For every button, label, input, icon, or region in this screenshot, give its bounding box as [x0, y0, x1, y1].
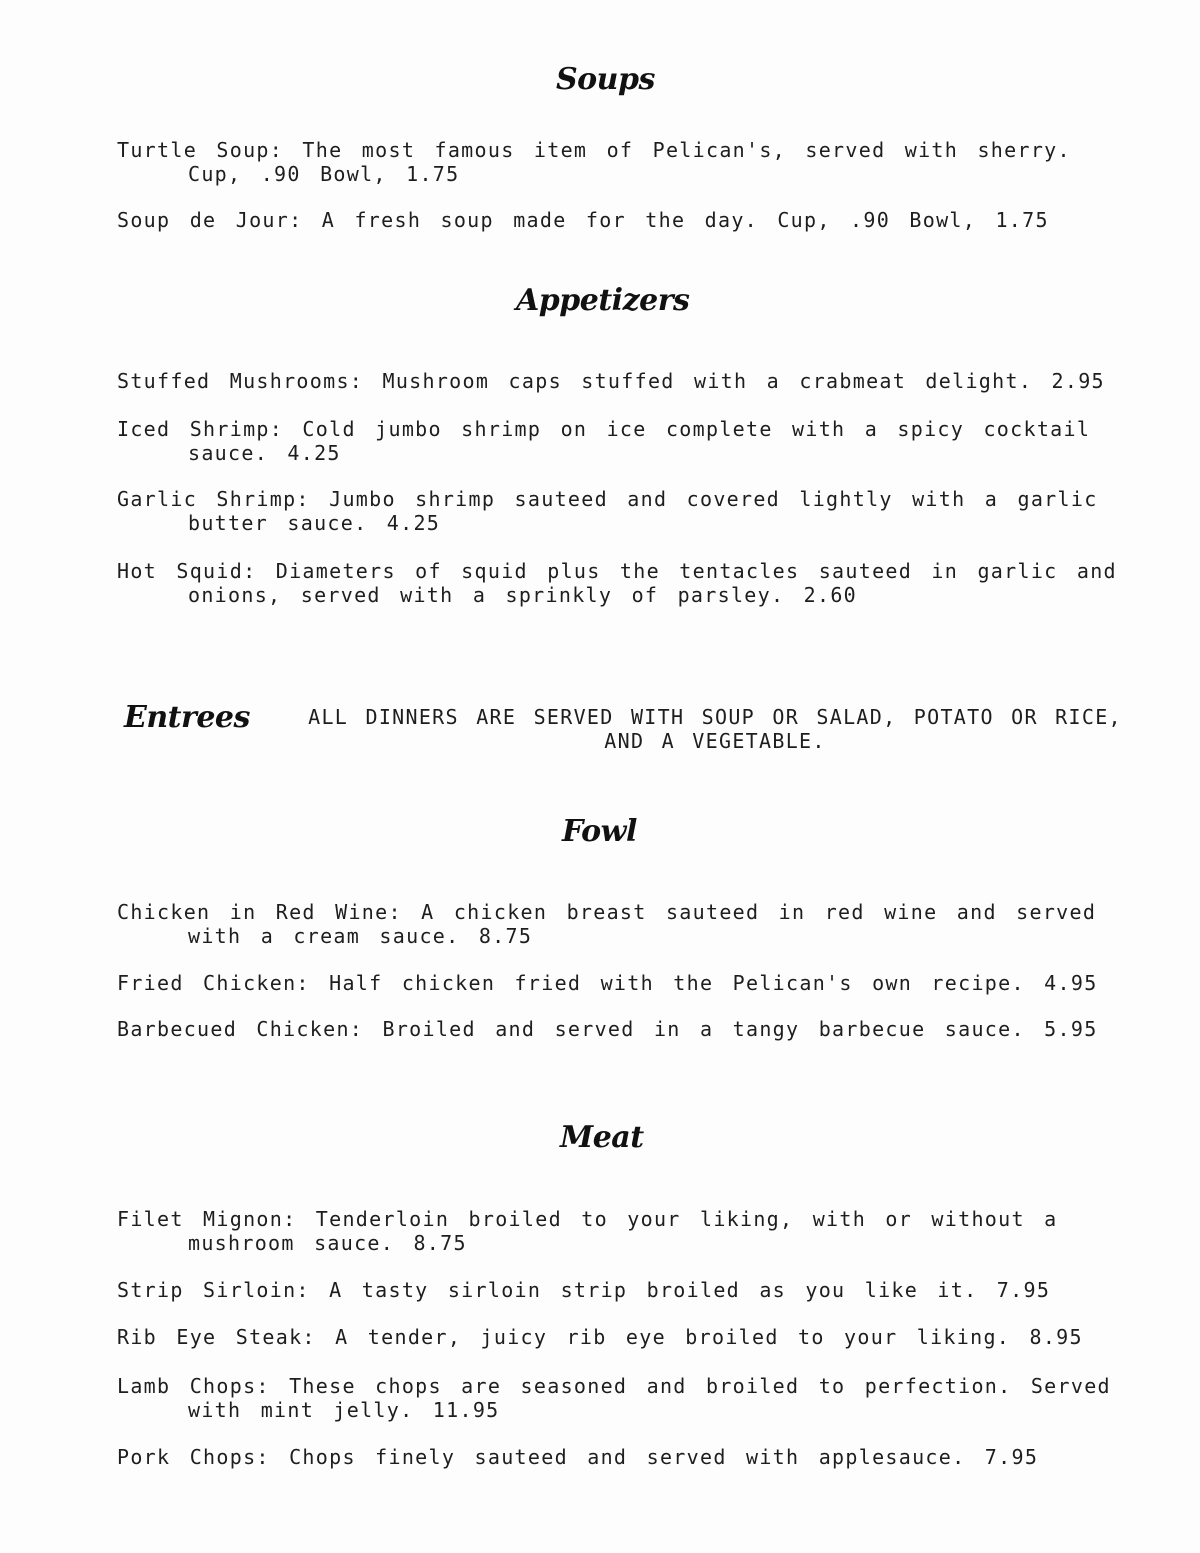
menu-item-chicken-in-red-wine	[117, 900, 1096, 948]
item-line: Barbecued Chicken: Broiled and served in a tangy barbecue sauce. 5.95	[117, 1017, 1098, 1041]
item-line: Pork Chops: Chops finely sauteed and served with applesauce. 7.95	[117, 1445, 1039, 1469]
item-line-continued: butter sauce. 4.25	[188, 511, 441, 535]
menu-item-iced-shrimp	[117, 417, 1090, 465]
entrees-note-line: AND A VEGETABLE.	[604, 729, 826, 753]
item-line: Lamb Chops: These chops are seasoned and broiled to perfection. Served	[117, 1374, 1111, 1398]
menu-item-soup-de-jour	[117, 208, 1049, 232]
item-line-continued: mushroom sauce. 8.75	[188, 1231, 467, 1255]
entrees-note-line: ALL DINNERS ARE SERVED WITH SOUP OR SALAD, POTATO OR RICE,	[308, 705, 1122, 729]
menu-item-strip-sirloin	[117, 1278, 1050, 1302]
item-line: Stuffed Mushrooms: Mushroom caps stuffed with a crabmeat delight. 2.95	[117, 369, 1105, 393]
item-line: Garlic Shrimp: Jumbo shrimp sauteed and covered lightly with a garlic	[117, 487, 1098, 511]
item-line: Strip Sirloin: A tasty sirloin strip broiled as you like it. 7.95	[117, 1278, 1051, 1302]
item-line: Soup de Jour: A fresh soup made for the day. Cup, .90 Bowl, 1.75	[117, 208, 1049, 232]
item-line-continued: Cup, .90 Bowl, 1.75	[188, 162, 460, 186]
section-heading-soups: Soups	[556, 62, 655, 97]
item-line: Iced Shrimp: Cold jumbo shrimp on ice complete with a spicy cocktail	[117, 417, 1091, 441]
entrees-note	[300, 705, 1130, 753]
menu-item-fried-chicken	[117, 971, 1098, 995]
menu-item-rib-eye-steak	[117, 1325, 1083, 1349]
item-line-continued: with mint jelly. 11.95	[188, 1398, 500, 1422]
menu-item-stuffed-mushrooms	[117, 369, 1105, 393]
section-heading-entrees: Entrees	[124, 700, 250, 735]
menu-item-hot-squid	[117, 559, 1117, 607]
item-line: Chicken in Red Wine: A chicken breast sauteed in red wine and served	[117, 900, 1097, 924]
menu-item-filet-mignon	[117, 1207, 1058, 1255]
menu-item-garlic-shrimp	[117, 487, 1098, 535]
menu-item-barbecued-chicken	[117, 1017, 1098, 1041]
item-line: Rib Eye Steak: A tender, juicy rib eye broiled to your liking. 8.95	[117, 1325, 1083, 1349]
item-line: Turtle Soup: The most famous item of Pelican's, served with sherry.	[117, 138, 1071, 162]
item-line-continued: onions, served with a sprinkly of parsley. 2.60	[188, 583, 858, 607]
item-line: Filet Mignon: Tenderloin broiled to your liking, with or without a	[117, 1207, 1058, 1231]
section-heading-fowl: Fowl	[562, 814, 637, 849]
menu-item-turtle-soup	[117, 138, 1071, 186]
item-line-continued: with a cream sauce. 8.75	[188, 924, 533, 948]
section-heading-meat: Meat	[560, 1120, 644, 1155]
item-line-continued: sauce. 4.25	[188, 441, 341, 465]
item-line: Fried Chicken: Half chicken fried with the Pelican's own recipe. 4.95	[117, 971, 1098, 995]
item-line: Hot Squid: Diameters of squid plus the tentacles sauteed in garlic and	[117, 559, 1117, 583]
section-heading-appetizers: Appetizers	[516, 283, 690, 318]
menu-item-pork-chops	[117, 1445, 1038, 1469]
menu-item-lamb-chops	[117, 1374, 1111, 1422]
